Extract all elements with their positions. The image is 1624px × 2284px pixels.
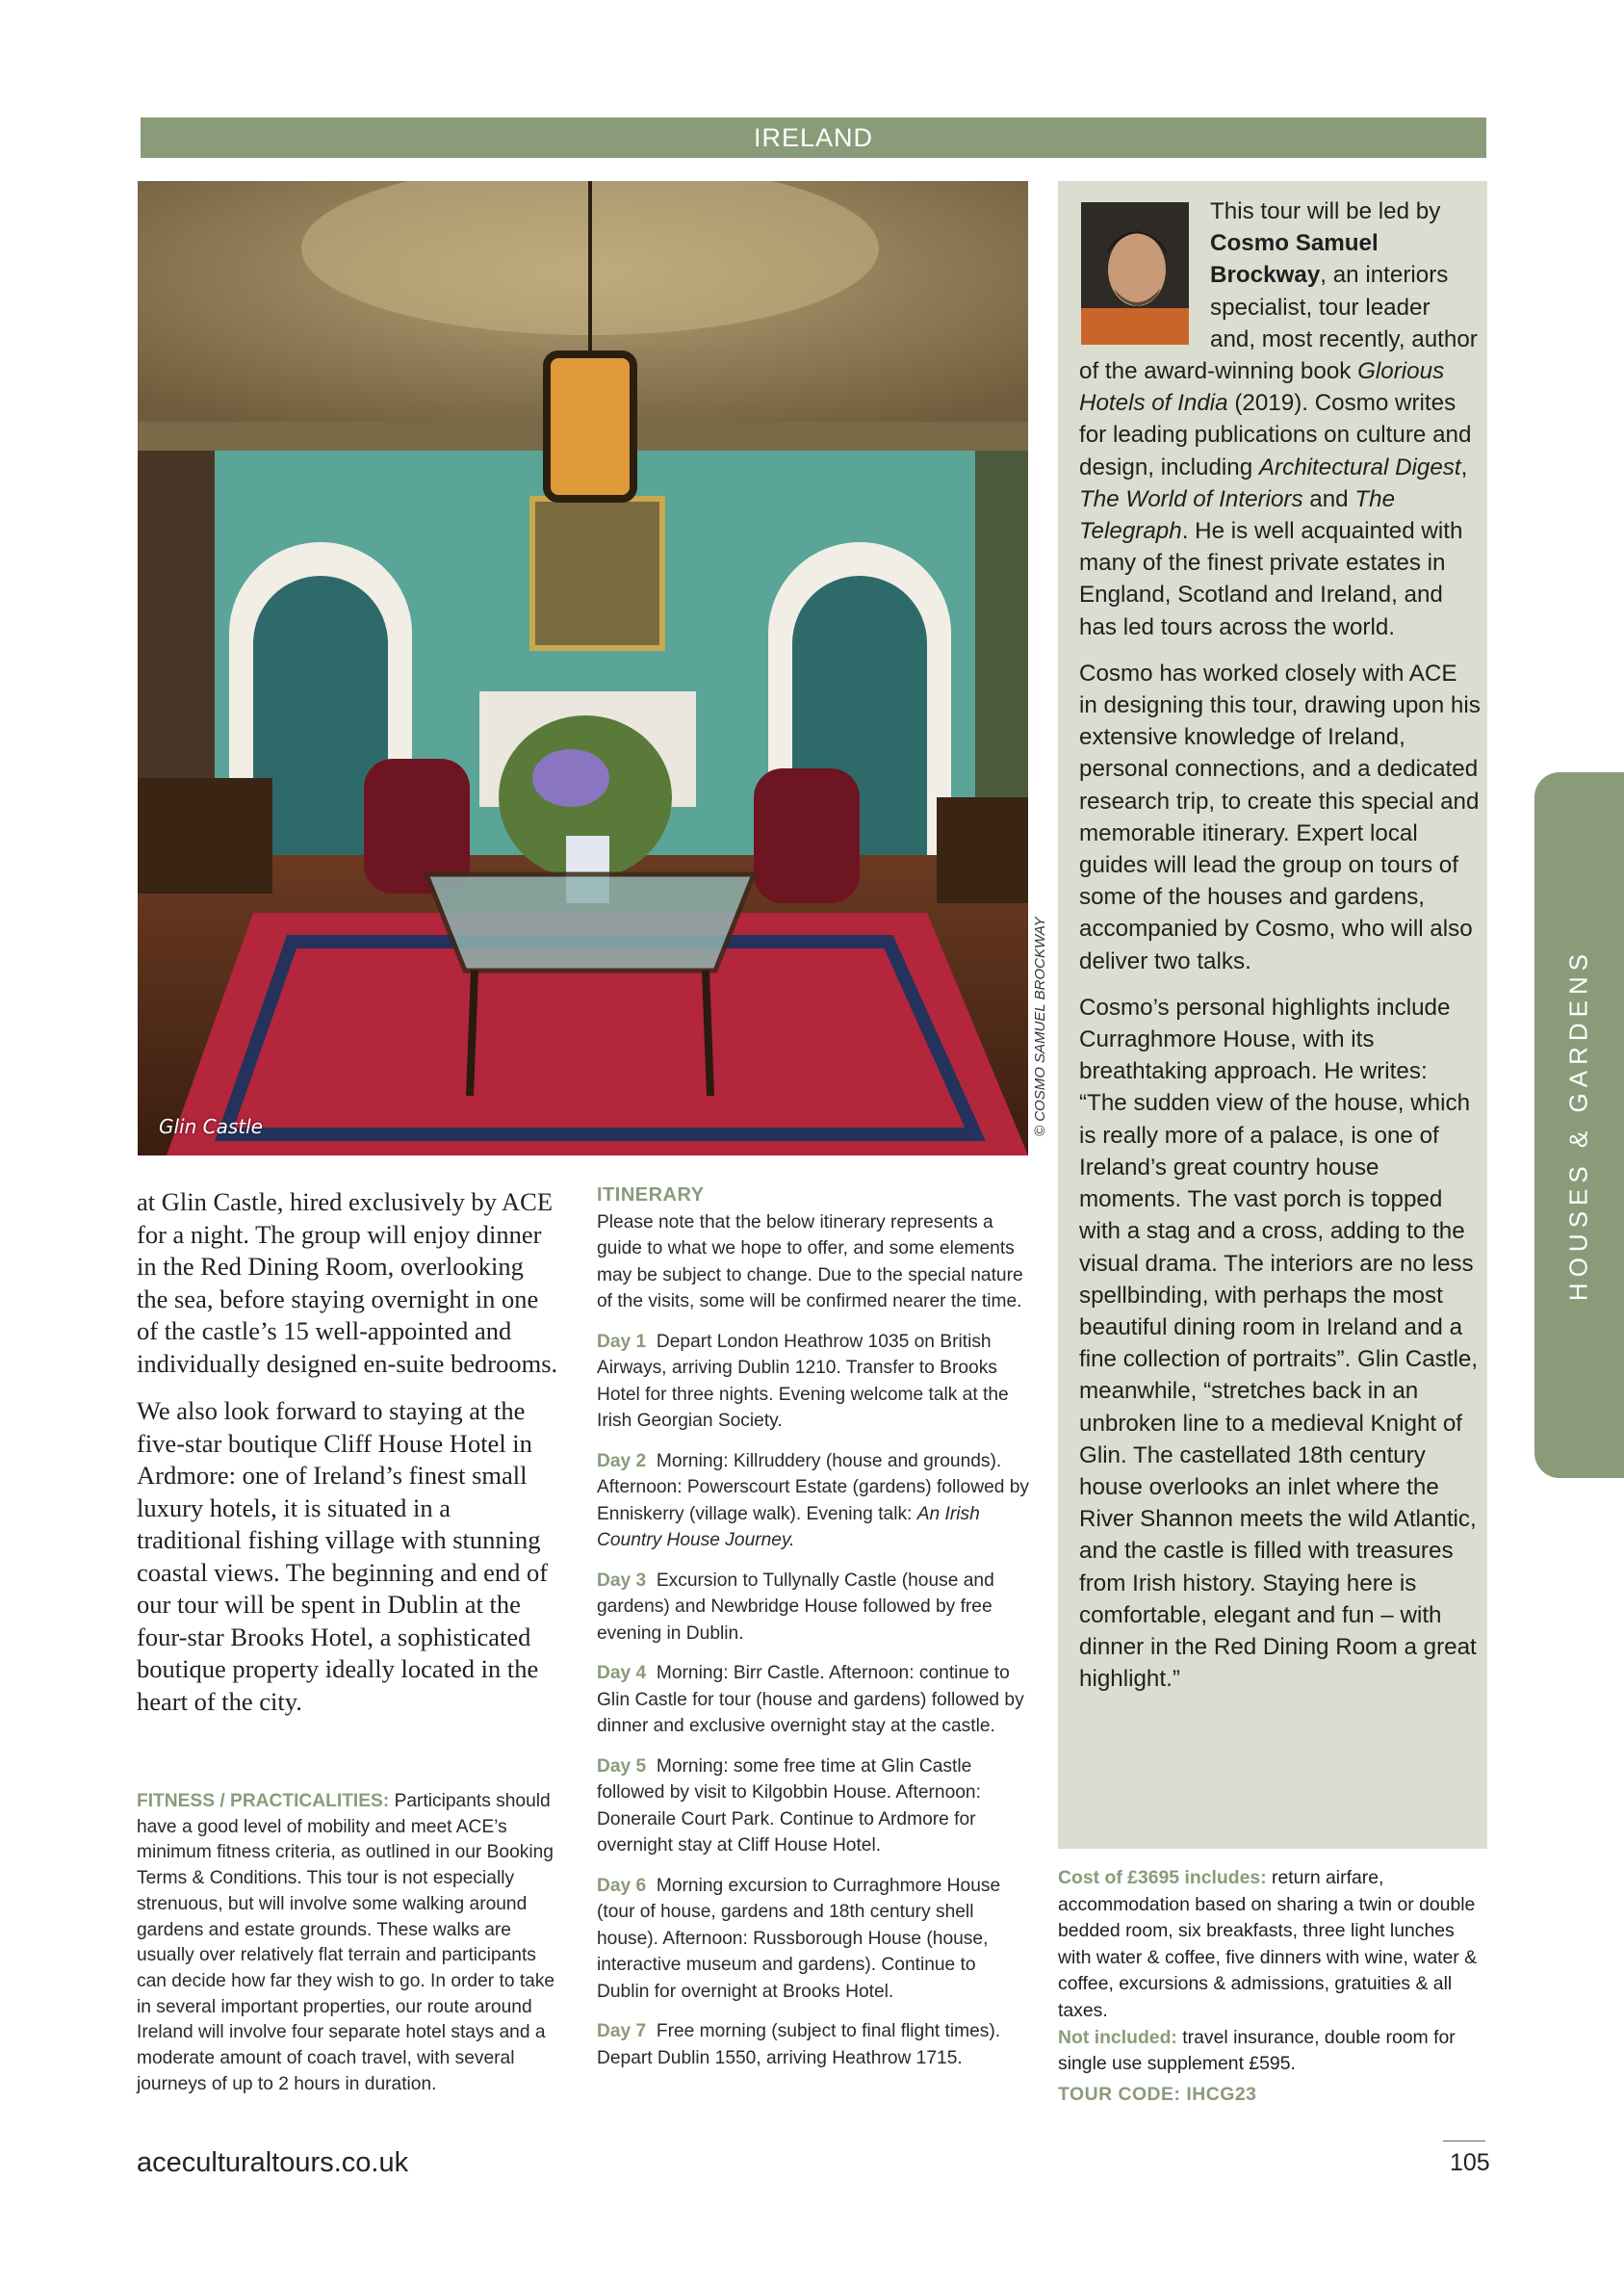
leader-text-fragment: (2019). Cosmo writes for leading publications on culture and design, including: [1079, 390, 1472, 480]
cost-excluded: [1058, 2025, 1487, 2078]
fitness-text: Participants should have a good level of mobility and meet ACE’s minimum fitness criteria, as outlined in our Booking Terms & Conditions. This tour is not especially strenuous, but will involve some walking around gardens and estate grounds. These walks are usually over relatively flat terrain and participants can decide how far they wish to go. In order to take in several important properties, our route around Ireland will involve four separate hotel stays and a moderate amount of coach travel, with several journeys of up to 2 hours in duration.: [137, 1791, 555, 2094]
itinerary-day: [597, 2018, 1030, 2071]
day-label: Day 3: [597, 1570, 647, 1591]
leader-text-fragment: and: [1302, 485, 1355, 512]
itinerary-day: [597, 1660, 1030, 1740]
leader-paragraph: [1079, 195, 1482, 643]
day-label: Day 7: [597, 2021, 647, 2041]
page-number: 105: [1450, 2149, 1490, 2176]
itinerary-day: [597, 1568, 1030, 1648]
cost-includes-label: Cost of £3695 includes:: [1058, 1867, 1267, 1888]
cost-includes: [1058, 1865, 1487, 2025]
photo-credit: © COSMO SAMUEL BROCKWAY: [1032, 917, 1048, 1136]
cost-excluded-label: Not included:: [1058, 2026, 1177, 2048]
day-text: Free morning (subject to final flight times). Depart Dublin 1550, arriving Heathrow 1715.: [597, 2021, 1001, 2068]
section-title: IRELAND: [753, 123, 874, 152]
cost-details: [1058, 1865, 1487, 2108]
publication-title: Architectural Digest: [1258, 454, 1461, 480]
day-label: Day 1: [597, 1331, 647, 1352]
tour-leader-text: [1079, 195, 1482, 1709]
day-text: Morning excursion to Curraghmore House (tour of house, gardens and 18th century shell house). Afternoon: Russborough House (house, interactive museum and gardens). Continue to Dublin for overnight at Brooks Hotel.: [597, 1875, 1001, 2002]
day-label: Day 5: [597, 1755, 647, 1777]
leader-text-fragment: This tour will be led by: [1210, 198, 1441, 224]
leader-name: Cosmo Samuel Brockway: [1210, 230, 1379, 289]
leader-paragraph: Cosmo has worked closely with ACE in designing this tour, drawing upon his extensive knowledge of Ireland, personal connections, and a dedicated research trip, to create this special and memorable itinerary. Expert local guides will lead the group on tours of some of the houses and gardens, accompanied by Cosmo, who will also deliver two talks.: [1079, 660, 1481, 974]
cost-excluded-text: travel insurance, double room for single use supplement £595.: [1058, 2026, 1456, 2075]
section-header: [141, 117, 1486, 158]
footer-website: aceculturaltours.co.uk: [137, 2147, 409, 2178]
hero-photo: [138, 181, 1028, 1155]
itinerary-heading: ITINERARY: [597, 1184, 705, 1206]
day-text: Depart London Heathrow 1035 on British Airways, arriving Dublin 1210. Transfer to Brooks Hotel for three nights. Evening welcome talk at the Irish Georgian Society.: [597, 1331, 1009, 1431]
day-label: Day 2: [597, 1450, 647, 1471]
day-text: Excursion to Tullynally Castle (house and gardens) and Newbridge House followed by free evening in Dublin.: [597, 1570, 994, 1644]
itinerary-day: [597, 1448, 1030, 1554]
itinerary-day: [597, 1329, 1030, 1435]
itinerary-intro: Please note that the below itinerary represents a guide to what we hope to offer, and some elements may be subject to change. Due to the special nature of the visits, some will be confirmed nearer the time.: [597, 1211, 1023, 1311]
leader-paragraph: Cosmo’s personal highlights include Curraghmore House, with its breathtaking approach. He writes: “The sudden view of the house, which is really more of a palace, is one of Ireland’s great country house moments. The vast porch is topped with a stag and a cross, adding to the visual drama. The interiors are no less spellbinding, with perhaps the most beautiful dining room in Ireland and a fine collection of portraits”. Glin Castle, meanwhile, “stretches back in an unbroken line to a medieval Knight of Glin. The castellated 18th century house overlooks an inlet where the River Shannon meets the wild Atlantic, and the castle is filled with treasures from Irish history. Staying here is comfortable, elegant and fun – with dinner in the Red Dining Room a great highlight.”: [1079, 994, 1479, 1693]
leader-text-fragment: , an interiors specialist, tour leader and, most recently, author of the award-winning book: [1079, 262, 1478, 385]
day-label: Day 4: [597, 1663, 647, 1683]
side-tab-label: HOUSES & GARDENS: [1563, 947, 1593, 1302]
itinerary-day: [597, 1873, 1030, 2006]
left-column: [137, 1186, 560, 1733]
glin-castle-interior-illustration: [138, 181, 1028, 1155]
fitness-label: FITNESS / PRACTICALITIES:: [137, 1791, 390, 1811]
day-talk-title: An Irish Country House Journey.: [597, 1503, 980, 1550]
cost-includes-text: return airfare, accommodation based on sharing a twin or double bedded room, six breakfasts, three light lunches with water & coffee, five dinners with wine, water & coffee, excursions & admissions, gratuities & all taxes.: [1058, 1867, 1478, 2021]
itinerary-day: [597, 1753, 1030, 1859]
day-text: Morning: Killruddery (house and grounds). Afternoon: Powerscourt Estate (gardens) followed by Enniskerry (village walk). Evening talk:: [597, 1450, 1030, 1524]
day-text: Morning: Birr Castle. Afternoon: continue to Glin Castle for tour (house and gardens) followed by dinner and exclusive overnight stay at the castle.: [597, 1663, 1024, 1736]
day-label: Day 6: [597, 1875, 647, 1896]
tour-code: TOUR CODE: IHCG23: [1058, 2083, 1257, 2105]
body-paragraph: We also look forward to staying at the five-star boutique Cliff House Hotel in Ardmore: one of Ireland’s finest small luxury hotels, it is situated in a traditional fishing village with stunning coastal views. The beginning and end of our tour will be spent in Dublin at the four-star Brooks Hotel, a sophisticated boutique property ideally located in the heart of the city.: [137, 1396, 549, 1716]
day-text: Morning: some free time at Glin Castle followed by visit to Kilgobbin House. Afternoon: Doneraile Court Park. Continue to Ardmore for overnight stay at Cliff House Hotel.: [597, 1755, 981, 1856]
body-paragraph: at Glin Castle, hired exclusively by ACE for a night. The group will enjoy dinner in the Red Dining Room, overlooking the sea, before staying overnight in one of the castle’s 15 well-appointed and individually designed en-suite bedrooms.: [137, 1187, 558, 1378]
photo-caption: Glin Castle: [159, 1115, 263, 1138]
itinerary: [597, 1182, 1030, 2071]
publication-title: The Telegraph: [1079, 485, 1396, 545]
leader-text-fragment: . He is well acquainted with many of the finest private estates in England, Scotland and Ireland, and has led tours across the world.: [1079, 518, 1463, 640]
fitness-practicalities: [137, 1789, 568, 2097]
publication-title: The World of Interiors: [1079, 485, 1303, 512]
leader-text-fragment: ,: [1460, 454, 1468, 480]
book-title: Glorious Hotels of India: [1079, 358, 1445, 417]
